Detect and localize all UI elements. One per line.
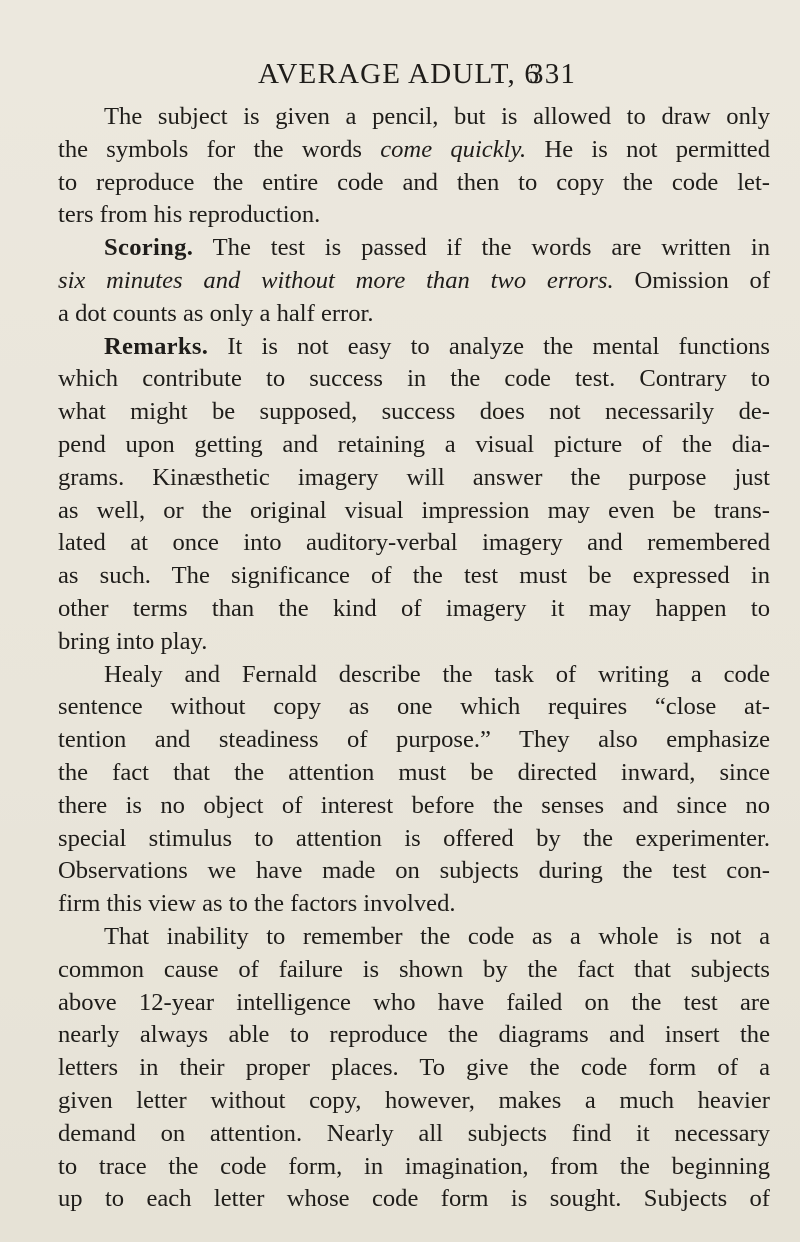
- italic-run: six minutes and without more than two errors.: [58, 266, 614, 294]
- text-line: That inability to remember the code as a whole is not a: [104, 922, 770, 950]
- text-line: Observations we have made on subjects during the test con-: [58, 857, 770, 885]
- text-line: to reproduce the entire code and then to copy the code let-: [58, 168, 770, 196]
- text-line: sentence without copy as one which requires “close at-: [58, 693, 770, 721]
- page-header: [258, 58, 778, 98]
- text-line: [58, 134, 770, 167]
- text-line: above 12-year intelligence who have failed on the test are: [58, 988, 770, 1016]
- running-head: AVERAGE ADULT, 6: [258, 58, 541, 90]
- text-run: The test is passed if the words are written in: [193, 234, 770, 262]
- text-line: Healy and Fernald describe the task of writing a code: [104, 660, 770, 688]
- text-line: grams. Kinæsthetic imagery will answer the purpose just: [58, 463, 770, 491]
- text-line: firm this view as to the factors involved.: [58, 890, 456, 918]
- text-line: demand on attention. Nearly all subjects find it necessary: [58, 1119, 770, 1147]
- text-line: there is no object of interest before the senses and since no: [58, 791, 770, 819]
- body-text: [58, 101, 770, 1216]
- text-line: other terms than the kind of imagery it may happen to: [58, 594, 770, 622]
- text-line: bring into play.: [58, 627, 208, 655]
- text-line: [58, 232, 770, 265]
- text-line: which contribute to success in the code test. Contrary to: [58, 365, 770, 393]
- text-line: [58, 331, 770, 364]
- text-line: special stimulus to attention is offered by the experimenter.: [58, 824, 770, 852]
- text-line: nearly always able to reproduce the diagrams and insert the: [58, 1021, 770, 1049]
- text-line: a dot counts as only a half error.: [58, 299, 374, 327]
- text-line: pend upon getting and retaining a visual picture of the dia-: [58, 430, 770, 458]
- text-line: [58, 265, 770, 298]
- text-line: lated at once into auditory-verbal imagery and remembered: [58, 529, 770, 557]
- text-run: the symbols for the words: [58, 135, 381, 163]
- italic-run: come quickly.: [380, 135, 527, 163]
- text-run: It is not easy to analyze the mental functions: [208, 332, 770, 360]
- page-number: 331: [529, 58, 577, 90]
- text-line: up to each letter whose code form is sought. Subjects of: [58, 1185, 770, 1213]
- text-line: as well, or the original visual impression may even be trans-: [58, 496, 770, 524]
- text-line: The subject is given a pencil, but is allowed to draw only: [104, 103, 770, 130]
- text-line: ters from his reproduction.: [58, 201, 321, 229]
- text-run: Omission of: [613, 266, 771, 294]
- text-line: what might be supposed, success does not necessarily de-: [58, 398, 770, 426]
- text-line: given letter without copy, however, makes a much heavier: [58, 1086, 770, 1114]
- paragraph-heading-scoring: Scoring.: [104, 234, 194, 262]
- paragraph-heading-remarks: Remarks.: [104, 332, 209, 360]
- text-line: as such. The significance of the test must be expressed in: [58, 562, 770, 590]
- text-line: letters in their proper places. To give the code form of a: [58, 1054, 770, 1082]
- text-line: tention and steadiness of purpose.” They also emphasize: [58, 726, 770, 754]
- text-line: to trace the code form, in imagination, from the beginning: [58, 1152, 770, 1180]
- text-line: common cause of failure is shown by the fact that subjects: [58, 955, 770, 983]
- text-run: He is not permitted: [526, 135, 771, 163]
- text-line: the fact that the attention must be directed inward, since: [58, 758, 770, 786]
